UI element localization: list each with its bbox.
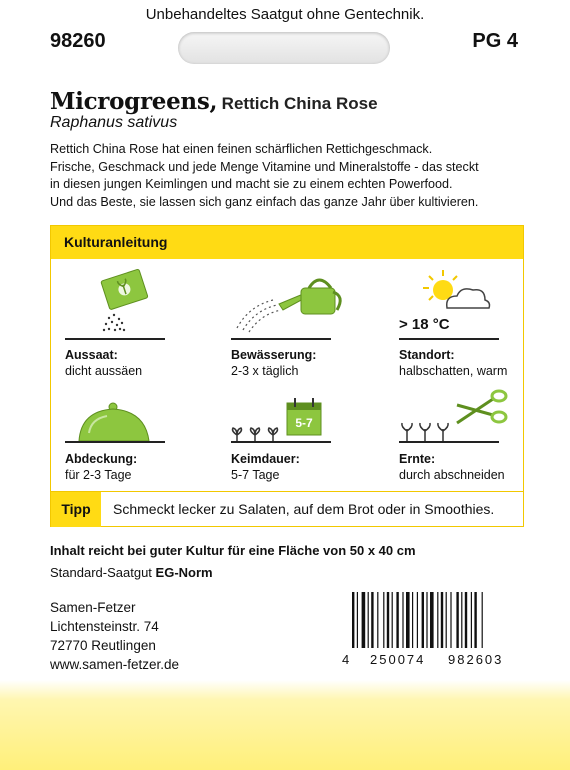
ground-line <box>231 338 331 340</box>
temperature: > 18 °C <box>399 316 450 333</box>
sun-cloud-icon <box>397 266 507 316</box>
barcode-bar <box>446 592 447 648</box>
address-line: Lichtensteinstr. 74 <box>50 619 159 634</box>
guide-label: Ernte: <box>399 452 436 466</box>
barcode-bar <box>422 592 424 648</box>
ground-line <box>231 441 331 443</box>
guide-label: Abdeckung: <box>65 452 138 466</box>
guide-value: für 2-3 Tage <box>65 468 132 482</box>
product-variety: Rettich China Rose <box>221 94 378 113</box>
barcode-bar <box>441 592 443 648</box>
watering-can-icon <box>229 266 369 346</box>
latin-name: Raphanus sativus <box>50 114 178 131</box>
barcode-digit-first: 4 <box>342 652 350 667</box>
barcode-digits-left: 250074 <box>370 652 426 667</box>
barcode-bar <box>368 592 369 648</box>
barcode-bar <box>474 592 476 648</box>
description-line: Frische, Geschmack und jede Menge Vitamine und Mineralstoffe - das steckt <box>50 159 479 174</box>
tip-row <box>51 491 523 527</box>
barcode-bar <box>387 592 389 648</box>
barcode-bar <box>352 592 354 648</box>
guide-value: dicht aussäen <box>65 364 143 378</box>
guide-item-abdeckung <box>63 371 208 491</box>
barcode-bar <box>357 592 358 648</box>
guide-heading: Kulturanleitung <box>64 234 168 250</box>
tip-badge: Tipp <box>51 492 101 527</box>
barcode-bar <box>392 592 393 648</box>
guide-label: Bewässerung: <box>231 348 317 362</box>
product-name: Microgreens, <box>50 88 218 115</box>
ground-line <box>399 441 499 443</box>
standard-prefix: Standard-Saatgut <box>50 565 152 580</box>
barcode-bar <box>406 592 410 648</box>
guide-item-keimdauer <box>229 371 374 491</box>
barcode-bar <box>437 592 438 648</box>
guide-label: Standort: <box>399 348 455 362</box>
barcode-bar <box>430 592 434 648</box>
top-note: Unbehandeltes Saatgut ohne Gentechnik. <box>145 6 425 23</box>
guide-item-aussaat <box>63 266 208 386</box>
scissors-harvest-icon <box>397 371 517 446</box>
description-line: Und das Beste, sie lassen sich ganz einfach das ganze Jahr über kultivieren. <box>50 194 479 209</box>
description-line: in diesen jungen Keimlingen und macht sie zu einem echten Powerfood. <box>50 177 453 191</box>
description <box>50 141 540 211</box>
barcode-bar <box>461 592 462 648</box>
ground-line <box>399 338 499 340</box>
ground-line <box>65 441 165 443</box>
barcode-bar <box>383 592 384 648</box>
barcode-bar <box>465 592 467 648</box>
barcode-bar <box>426 592 427 648</box>
article-number: 98260 <box>50 30 106 52</box>
label-pill <box>178 32 390 64</box>
seed-standard <box>50 565 213 580</box>
guide-value: halbschatten, warm <box>399 364 508 378</box>
guide-value: 2-3 x täglich <box>231 364 299 378</box>
seed-packet-icon <box>63 266 173 346</box>
address-line: www.samen-fetzer.de <box>50 657 180 672</box>
guide-item-ernte <box>397 371 542 491</box>
barcode-bar <box>371 592 373 648</box>
ground-line <box>65 338 165 340</box>
address-line: Samen-Fetzer <box>50 600 136 615</box>
barcode <box>352 592 522 648</box>
tip-text: Schmeckt lecker zu Salaten, auf dem Brot oder in Smoothies. <box>113 501 495 517</box>
guide-value: 5-7 Tage <box>231 468 280 482</box>
guide-header <box>51 226 523 259</box>
guide-label: Keimdauer: <box>231 452 300 466</box>
guide-label: Aussaat: <box>65 348 118 362</box>
address-line: 72770 Reutlingen <box>50 638 156 653</box>
barcode-bar <box>456 592 458 648</box>
barcode-bar <box>362 592 366 648</box>
barcode-digits-right: 982603 <box>448 652 504 667</box>
calendar-sprouts-icon <box>229 371 369 446</box>
barcode-bar <box>482 592 483 648</box>
price-group: PG 4 <box>472 30 518 52</box>
barcode-bar <box>377 592 378 648</box>
barcode-bar <box>412 592 413 648</box>
product-title <box>50 88 378 115</box>
guide-item-standort <box>397 266 542 386</box>
barcode-bar <box>417 592 418 648</box>
barcode-bar <box>402 592 403 648</box>
guide-item-bewaesserung <box>229 266 374 386</box>
cover-dome-icon <box>63 371 173 446</box>
description-line: Rettich China Rose hat einen feinen schärflichen Rettichgeschmack. <box>50 142 433 156</box>
barcode-bar <box>471 592 472 648</box>
guide-value: durch abschneiden <box>399 468 505 482</box>
barcode-bar <box>396 592 398 648</box>
cultivation-guide <box>50 225 524 527</box>
coverage-note: Inhalt reicht bei guter Kultur für eine Fläche von 50 x 40 cm <box>50 543 416 558</box>
barcode-bar <box>450 592 451 648</box>
calendar-text: 5-7 <box>295 416 313 430</box>
standard-norm: EG-Norm <box>155 565 213 580</box>
company-address <box>50 598 179 674</box>
